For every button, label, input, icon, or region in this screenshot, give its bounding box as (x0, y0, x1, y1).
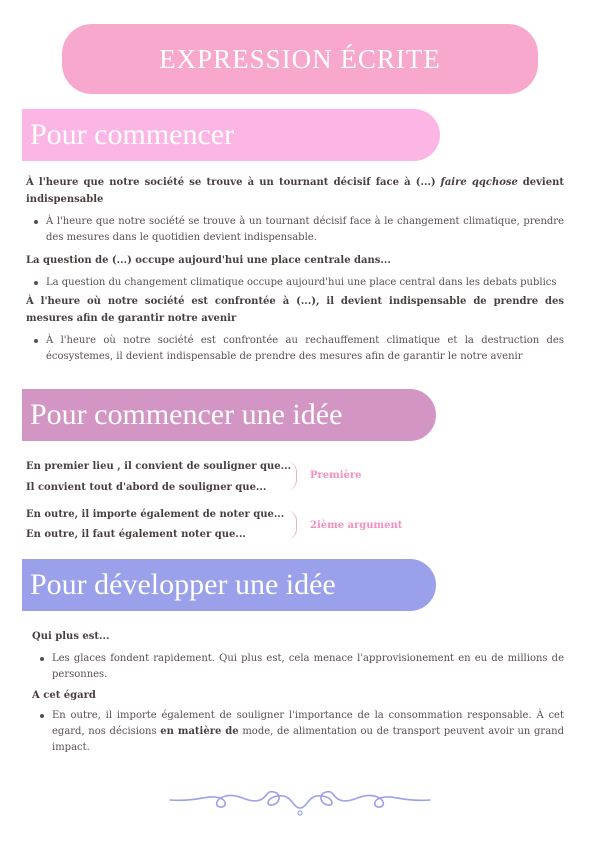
connector-heading-2: A cet égard (32, 690, 96, 701)
example-2: La question du changement climatique occupe aujourd'hui une place central dans les debats publics (26, 275, 564, 291)
example-4: Les glaces fondent rapidement. Qui plus est, cela menace l'approvisionement en eu de millions de personnes. (32, 651, 564, 683)
brace-icon (286, 461, 297, 491)
example-1: À l'heure que notre société se trouve à un tournant décisif face à le changement climatique, prendre des mesures dans le quotidien devient indispensable. (26, 214, 564, 246)
argument-phrase-3: En outre, il importe également de noter que... (26, 509, 285, 520)
argument-phrase-2: Il convient tout d'abord de souligner que... (26, 482, 267, 493)
bullet-icon (40, 657, 44, 661)
example-3: À l'heure où notre société est confrontée au rechauffement climatique et la destruction des écosystemes, il devient indispensable de prendre des mesures afin de garantir le notre avenir (26, 333, 564, 365)
example-5: En outre, il importe également de souligner l'importance de la consommation responsable. À cet egard, nos décisions en matière de mode, de alimentation ou de transport peuvent avoir un grand impact. (32, 708, 564, 756)
argument-phrase-4: En outre, il faut également noter que... (26, 529, 246, 540)
brace-icon (286, 510, 297, 540)
bullet-icon (40, 714, 44, 718)
bullet-icon (34, 281, 38, 285)
section-title: Pour commencer (30, 118, 235, 151)
brace-label-2ieme: 2ième argument (310, 520, 403, 531)
phrase-pattern-3: À l'heure où notre société est confrontée à (...), il devient indispensable de prendre des mesures afin de garantir notre avenir (26, 296, 564, 324)
bullet-icon (34, 339, 38, 343)
phrase-pattern-2: La question de (...) occupe aujourd'hui une place centrale dans... (26, 255, 391, 266)
connector-heading-1: Qui plus est... (32, 631, 110, 642)
section-header-developper-idee (22, 559, 436, 611)
page-title: EXPRESSION ÉCRITE (159, 43, 441, 74)
argument-phrase-1: En premier lieu , il convient de souligner que... (26, 461, 292, 472)
bullet-icon (34, 220, 38, 224)
brace-label-premiere: Première (310, 470, 362, 481)
section-commencer-content (26, 174, 564, 365)
title-banner (62, 24, 538, 94)
section-header-commencer-idee (22, 389, 436, 441)
section-title: Pour développer une idée (30, 568, 336, 601)
section-title: Pour commencer une idée (30, 398, 343, 431)
phrase-pattern-1: À l'heure que notre société se trouve à un tournant décisif face à (...) faire qqchose devient indispensable (26, 177, 564, 205)
swirl-divider-icon (168, 780, 432, 820)
section-developper-content (32, 628, 564, 756)
section-header-pour-commencer (22, 109, 440, 161)
